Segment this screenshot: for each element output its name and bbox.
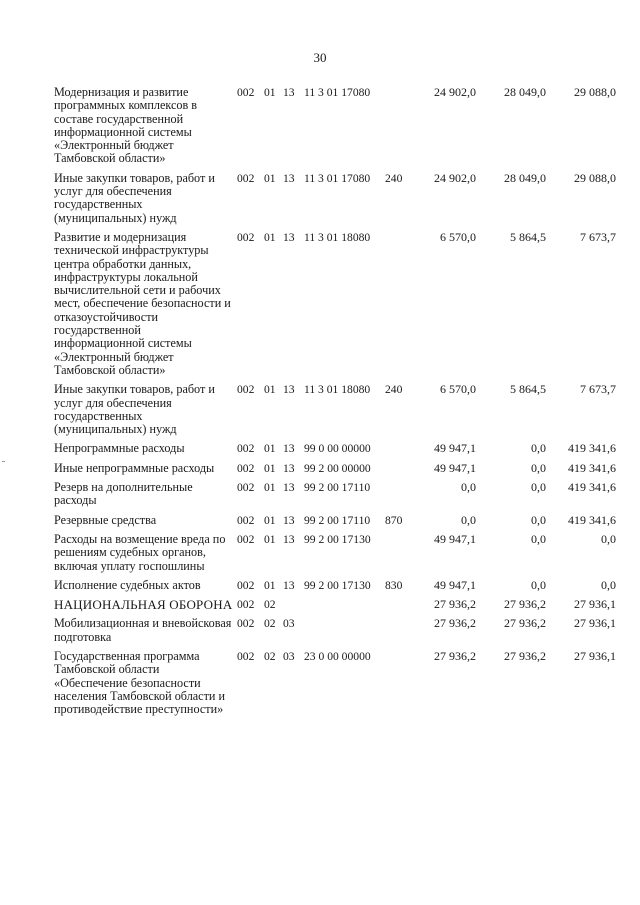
row-name: Иные закупки товаров, работ и услуг для обеспечения государственных (муниципальных) нужд (54, 382, 215, 437)
row-amount-2: 27 936,2 (504, 648, 546, 663)
row-amount-1: 49 947,1 (434, 577, 476, 592)
row-subsection-code: 13 (283, 230, 295, 244)
row-amount-2: 28 049,0 (504, 85, 546, 99)
row-target-article-code: 99 2 00 17110 (304, 513, 371, 527)
row-amount-2: 0,0 (531, 577, 546, 592)
row-amount-3: 419 341,6 (568, 512, 616, 527)
row-section-code: 01 (264, 513, 276, 527)
row-name: Государственная программа Тамбовской области «Обеспечение безопасности населения Тамбовской области и противодействие преступности» (54, 648, 226, 717)
row-amount-1: 24 902,0 (434, 85, 476, 99)
row-name: Мобилизационная и вневойсковая подготовка (54, 616, 232, 644)
row-ved-code: 002 (237, 649, 255, 663)
row-subsection-code: 13 (283, 383, 295, 397)
row-amount-2: 27 936,2 (504, 597, 546, 612)
row-amount-3: 419 341,6 (568, 480, 616, 495)
row-ved-code: 002 (237, 442, 255, 456)
row-amount-1: 49 947,1 (434, 441, 476, 456)
row-amount-2: 0,0 (531, 531, 546, 546)
row-amount-3: 7 673,7 (580, 382, 616, 397)
table-row (54, 617, 626, 644)
row-amount-3: 27 936,1 (574, 597, 616, 612)
row-section-code: 02 (264, 617, 276, 631)
row-subsection-code: 13 (283, 513, 295, 527)
row-ved-code: 002 (237, 230, 255, 244)
row-amount-3: 0,0 (601, 531, 616, 546)
row-name: Резерв на дополнительные расходы (54, 480, 193, 508)
row-amount-2: 0,0 (531, 512, 546, 527)
row-name: Иные закупки товаров, работ и услуг для обеспечения государственных (муниципальных) нужд (54, 170, 215, 225)
row-amount-3: 419 341,6 (568, 441, 616, 456)
row-ved-code: 002 (237, 598, 255, 612)
table-row (54, 383, 626, 436)
row-name: Резервные средства (54, 512, 157, 527)
table-row (54, 231, 626, 377)
row-ved-code: 002 (237, 461, 255, 475)
row-amount-1: 0,0 (461, 512, 476, 527)
row-target-article-code: 99 2 00 17130 (304, 578, 371, 592)
row-name: НАЦИОНАЛЬНАЯ ОБОРОНА (54, 597, 233, 613)
table-row (54, 172, 626, 225)
row-subsection-code: 13 (283, 171, 295, 185)
row-ved-code: 002 (237, 383, 255, 397)
row-amount-3: 7 673,7 (580, 229, 616, 244)
row-target-article-code: 11 3 01 18080 (304, 230, 371, 244)
row-target-article-code: 99 0 00 00000 (304, 442, 371, 456)
row-section-code: 01 (264, 532, 276, 546)
row-amount-3: 29 088,0 (574, 170, 616, 185)
row-subsection-code: 13 (283, 86, 295, 99)
row-expense-type-code: 240 (385, 171, 403, 185)
row-section-code: 01 (264, 461, 276, 475)
row-amount-1: 6 570,0 (440, 229, 476, 244)
row-target-article-code: 23 0 00 00000 (304, 649, 371, 663)
table-row (54, 514, 626, 527)
table-row (54, 442, 626, 455)
budget-table (54, 86, 626, 722)
row-expense-type-code: 870 (385, 513, 403, 527)
row-amount-3: 27 936,1 (574, 648, 616, 663)
row-section-code: 01 (264, 442, 276, 456)
row-amount-1: 27 936,2 (434, 648, 476, 663)
row-name: Исполнение судебных актов (54, 577, 201, 592)
row-section-code: 02 (264, 649, 276, 663)
row-amount-2: 27 936,2 (504, 616, 546, 631)
row-amount-2: 0,0 (531, 480, 546, 495)
row-subsection-code: 13 (283, 481, 295, 495)
table-row (54, 579, 626, 592)
row-name: Модернизация и развитие программных комплексов в составе государственной информационной системы «Электронный бюджет Тамбовской области» (54, 85, 198, 166)
row-subsection-code: 03 (283, 649, 295, 663)
row-amount-3: 27 936,1 (574, 616, 616, 631)
row-ved-code: 002 (237, 578, 255, 592)
row-ved-code: 002 (237, 86, 255, 99)
row-amount-2: 0,0 (531, 460, 546, 475)
row-ved-code: 002 (237, 617, 255, 631)
row-amount-1: 49 947,1 (434, 460, 476, 475)
row-name: Развитие и модернизация технической инфраструктуры центра обработки данных, инфраструктуры локальной вычислительной сети и рабочих мест, обеспечение безопасности и отказоустойчивости государственной информационной системы «Электронный бюджет Тамбовской области» (54, 229, 231, 377)
row-expense-type-code: 830 (385, 578, 403, 592)
row-section-code: 01 (264, 171, 276, 185)
row-target-article-code: 11 3 01 18080 (304, 383, 371, 397)
row-target-article-code: 11 3 01 17080 (304, 86, 371, 99)
table-row (54, 481, 626, 508)
row-section-code: 01 (264, 481, 276, 495)
row-amount-1: 49 947,1 (434, 531, 476, 546)
row-amount-3: 0,0 (601, 577, 616, 592)
row-ved-code: 002 (237, 532, 255, 546)
row-section-code: 01 (264, 578, 276, 592)
row-target-article-code: 99 2 00 17110 (304, 481, 371, 495)
page-number: 30 (313, 50, 327, 65)
row-subsection-code: 13 (283, 461, 295, 475)
row-amount-3: 419 341,6 (568, 460, 616, 475)
row-expense-type-code: 240 (385, 383, 403, 397)
row-amount-2: 5 864,5 (510, 229, 546, 244)
row-section-code: 01 (264, 230, 276, 244)
row-target-article-code: 99 2 00 00000 (304, 461, 371, 475)
row-section-code: 01 (264, 383, 276, 397)
row-amount-1: 24 902,0 (434, 170, 476, 185)
table-row (54, 598, 626, 611)
row-amount-1: 27 936,2 (434, 597, 476, 612)
row-subsection-code: 03 (283, 617, 295, 631)
row-target-article-code: 99 2 00 17130 (304, 532, 371, 546)
scan-edge-mark (2, 461, 5, 462)
row-subsection-code: 13 (283, 442, 295, 456)
row-target-article-code: 11 3 01 17080 (304, 171, 371, 185)
row-ved-code: 002 (237, 481, 255, 495)
row-amount-3: 29 088,0 (574, 85, 616, 99)
row-name: Непрограммные расходы (54, 441, 185, 456)
row-amount-1: 0,0 (461, 480, 476, 495)
row-section-code: 01 (264, 86, 276, 99)
table-row (54, 533, 626, 573)
row-ved-code: 002 (237, 171, 255, 185)
row-subsection-code: 13 (283, 532, 295, 546)
row-section-code: 02 (264, 598, 276, 612)
row-name: Иные непрограммные расходы (54, 460, 215, 475)
row-name: Расходы на возмещение вреда по решениям судебных органов, включая уплату госпошлины (54, 531, 226, 573)
table-row (54, 650, 626, 716)
table-row (54, 86, 626, 166)
row-amount-2: 5 864,5 (510, 382, 546, 397)
row-amount-2: 28 049,0 (504, 170, 546, 185)
row-amount-1: 6 570,0 (440, 382, 476, 397)
table-row (54, 462, 626, 475)
row-subsection-code: 13 (283, 578, 295, 592)
row-amount-1: 27 936,2 (434, 616, 476, 631)
row-amount-2: 0,0 (531, 441, 546, 456)
row-ved-code: 002 (237, 513, 255, 527)
